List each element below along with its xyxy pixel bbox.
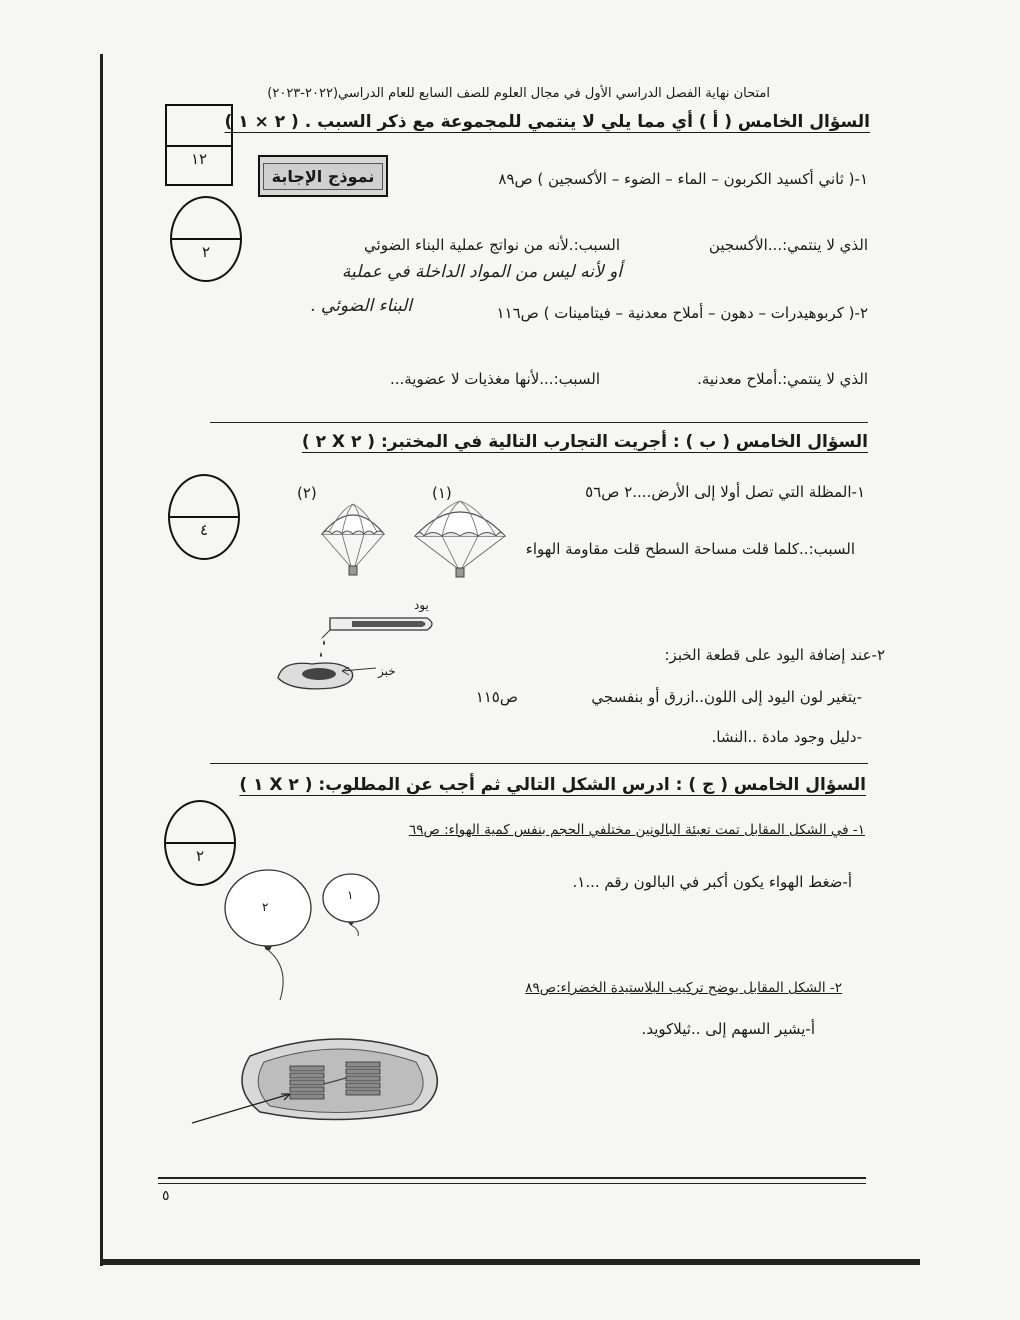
q5b-item2-line1: -يتغير لون اليود إلى اللون..ازرق أو بنفسجي (591, 688, 862, 706)
q5b-item2-line2: -دليل وجود مادة ..النشا. (711, 728, 862, 746)
score-c: ٢ (195, 847, 205, 865)
q5b-item1: ١-المظلة التي تصل أولا إلى الأرض....٢ ص٥٦ (585, 483, 865, 501)
q5c-item2-answer: أ-يشير السهم إلى ..ثيلاكويد. (641, 1020, 815, 1038)
exam-header: امتحان نهاية الفصل الدراسي الأول في مجال العلوم للصف السابع للعام الدراسي(٢٠٢٢-٢٠٢٣) (267, 86, 770, 101)
q5a-item1-not-belonging: الذي لا ينتمي:...الأكسجين (708, 236, 868, 254)
score-oval-a (170, 196, 242, 282)
score-a: ٢ (201, 243, 211, 261)
q5a-item1: ١-( ثاني أكسيد الكربون – الماء – الضوء – الأكسجين ) ص٨٩ (498, 170, 868, 188)
q5b-item2: ٢-عند إضافة اليود على قطعة الخبز: (664, 646, 885, 664)
q5b-title: السؤال الخامس ( ب ) : أجريت التجارب التالية في المختبر: ( ٢ X ٢ ) (301, 432, 868, 452)
q5a-item2-reason: السبب:...لأنها مغذيات لا عضوية... (389, 370, 600, 388)
score-b: ٤ (199, 521, 209, 539)
parachute-1-illustration (412, 498, 508, 580)
q5a-item1-reason: السبب:.لأنه من نواتج عملية البناء الضوئي (364, 236, 620, 254)
q5a-item1-handwritten-note-1: أو لأنه ليس من المواد الداخلة في عملية (341, 262, 622, 282)
parachute-label-1: (١) (432, 484, 452, 502)
page-number: ٥ (162, 1188, 170, 1204)
q5a-title: السؤال الخامس ( أ ) أي مما يلي لا ينتمي للمجموعة مع ذكر السبب . ( ٢ × ١ ) (224, 112, 870, 132)
q5c-title: السؤال الخامس ( ج ) : ادرس الشكل التالي ثم أجب عن المطلوب: ( ٢ X ١ ) (239, 775, 866, 795)
score-oval-b (168, 474, 240, 560)
iodine-bread-illustration (272, 608, 442, 698)
divider-b-c (210, 763, 868, 764)
parachute-2-illustration (318, 500, 388, 580)
q5b-item1-reason: السبب:..كلما قلت مساحة السطح قلت مقاومة الهواء (525, 540, 855, 558)
balloon-label-2: ٢ (262, 900, 269, 914)
q5c-item2: ٢- الشكل المقابل يوضح تركيب البلاستيدة الخضراء:ص٨٩ (525, 980, 842, 996)
balloons-illustration (220, 868, 390, 1003)
bottom-border-line (100, 1259, 920, 1265)
total-score: ١٢ (190, 150, 208, 168)
iodine-label: يود (414, 598, 429, 612)
q5b-item2-page: ص١١٥ (475, 688, 518, 706)
left-margin-line (100, 54, 103, 1266)
chloroplast-illustration (190, 1028, 460, 1132)
q5a-item2: ٢-( كربوهيدرات – دهون – أملاح معدنية – فيتامينات ) ص١١٦ (496, 304, 868, 322)
q5a-item2-not-belonging: الذي لا ينتمي:.أملاح معدنية. (697, 370, 868, 388)
parachute-label-2: (٢) (297, 484, 317, 502)
answer-model-badge (258, 155, 388, 197)
bread-label: خبز (378, 664, 396, 678)
balloon-label-1: ١ (347, 888, 354, 902)
q5a-item1-handwritten-note-2: البناء الضوئي . (310, 296, 412, 316)
q5c-item1: ١- في الشكل المقابل تمت تعبئة البالونين مختلفي الحجم بنفس كمية الهواء: ص٦٩ (408, 822, 865, 838)
q5c-item1-answer: أ-ضغط الهواء يكون أكبر في البالون رقم ...١. (572, 873, 852, 891)
total-score-box (165, 104, 233, 186)
divider-a-b (210, 422, 868, 423)
answer-model-label: نموذج الإجابة (263, 163, 384, 190)
footer-divider-2 (158, 1183, 866, 1184)
footer-divider (158, 1177, 866, 1179)
